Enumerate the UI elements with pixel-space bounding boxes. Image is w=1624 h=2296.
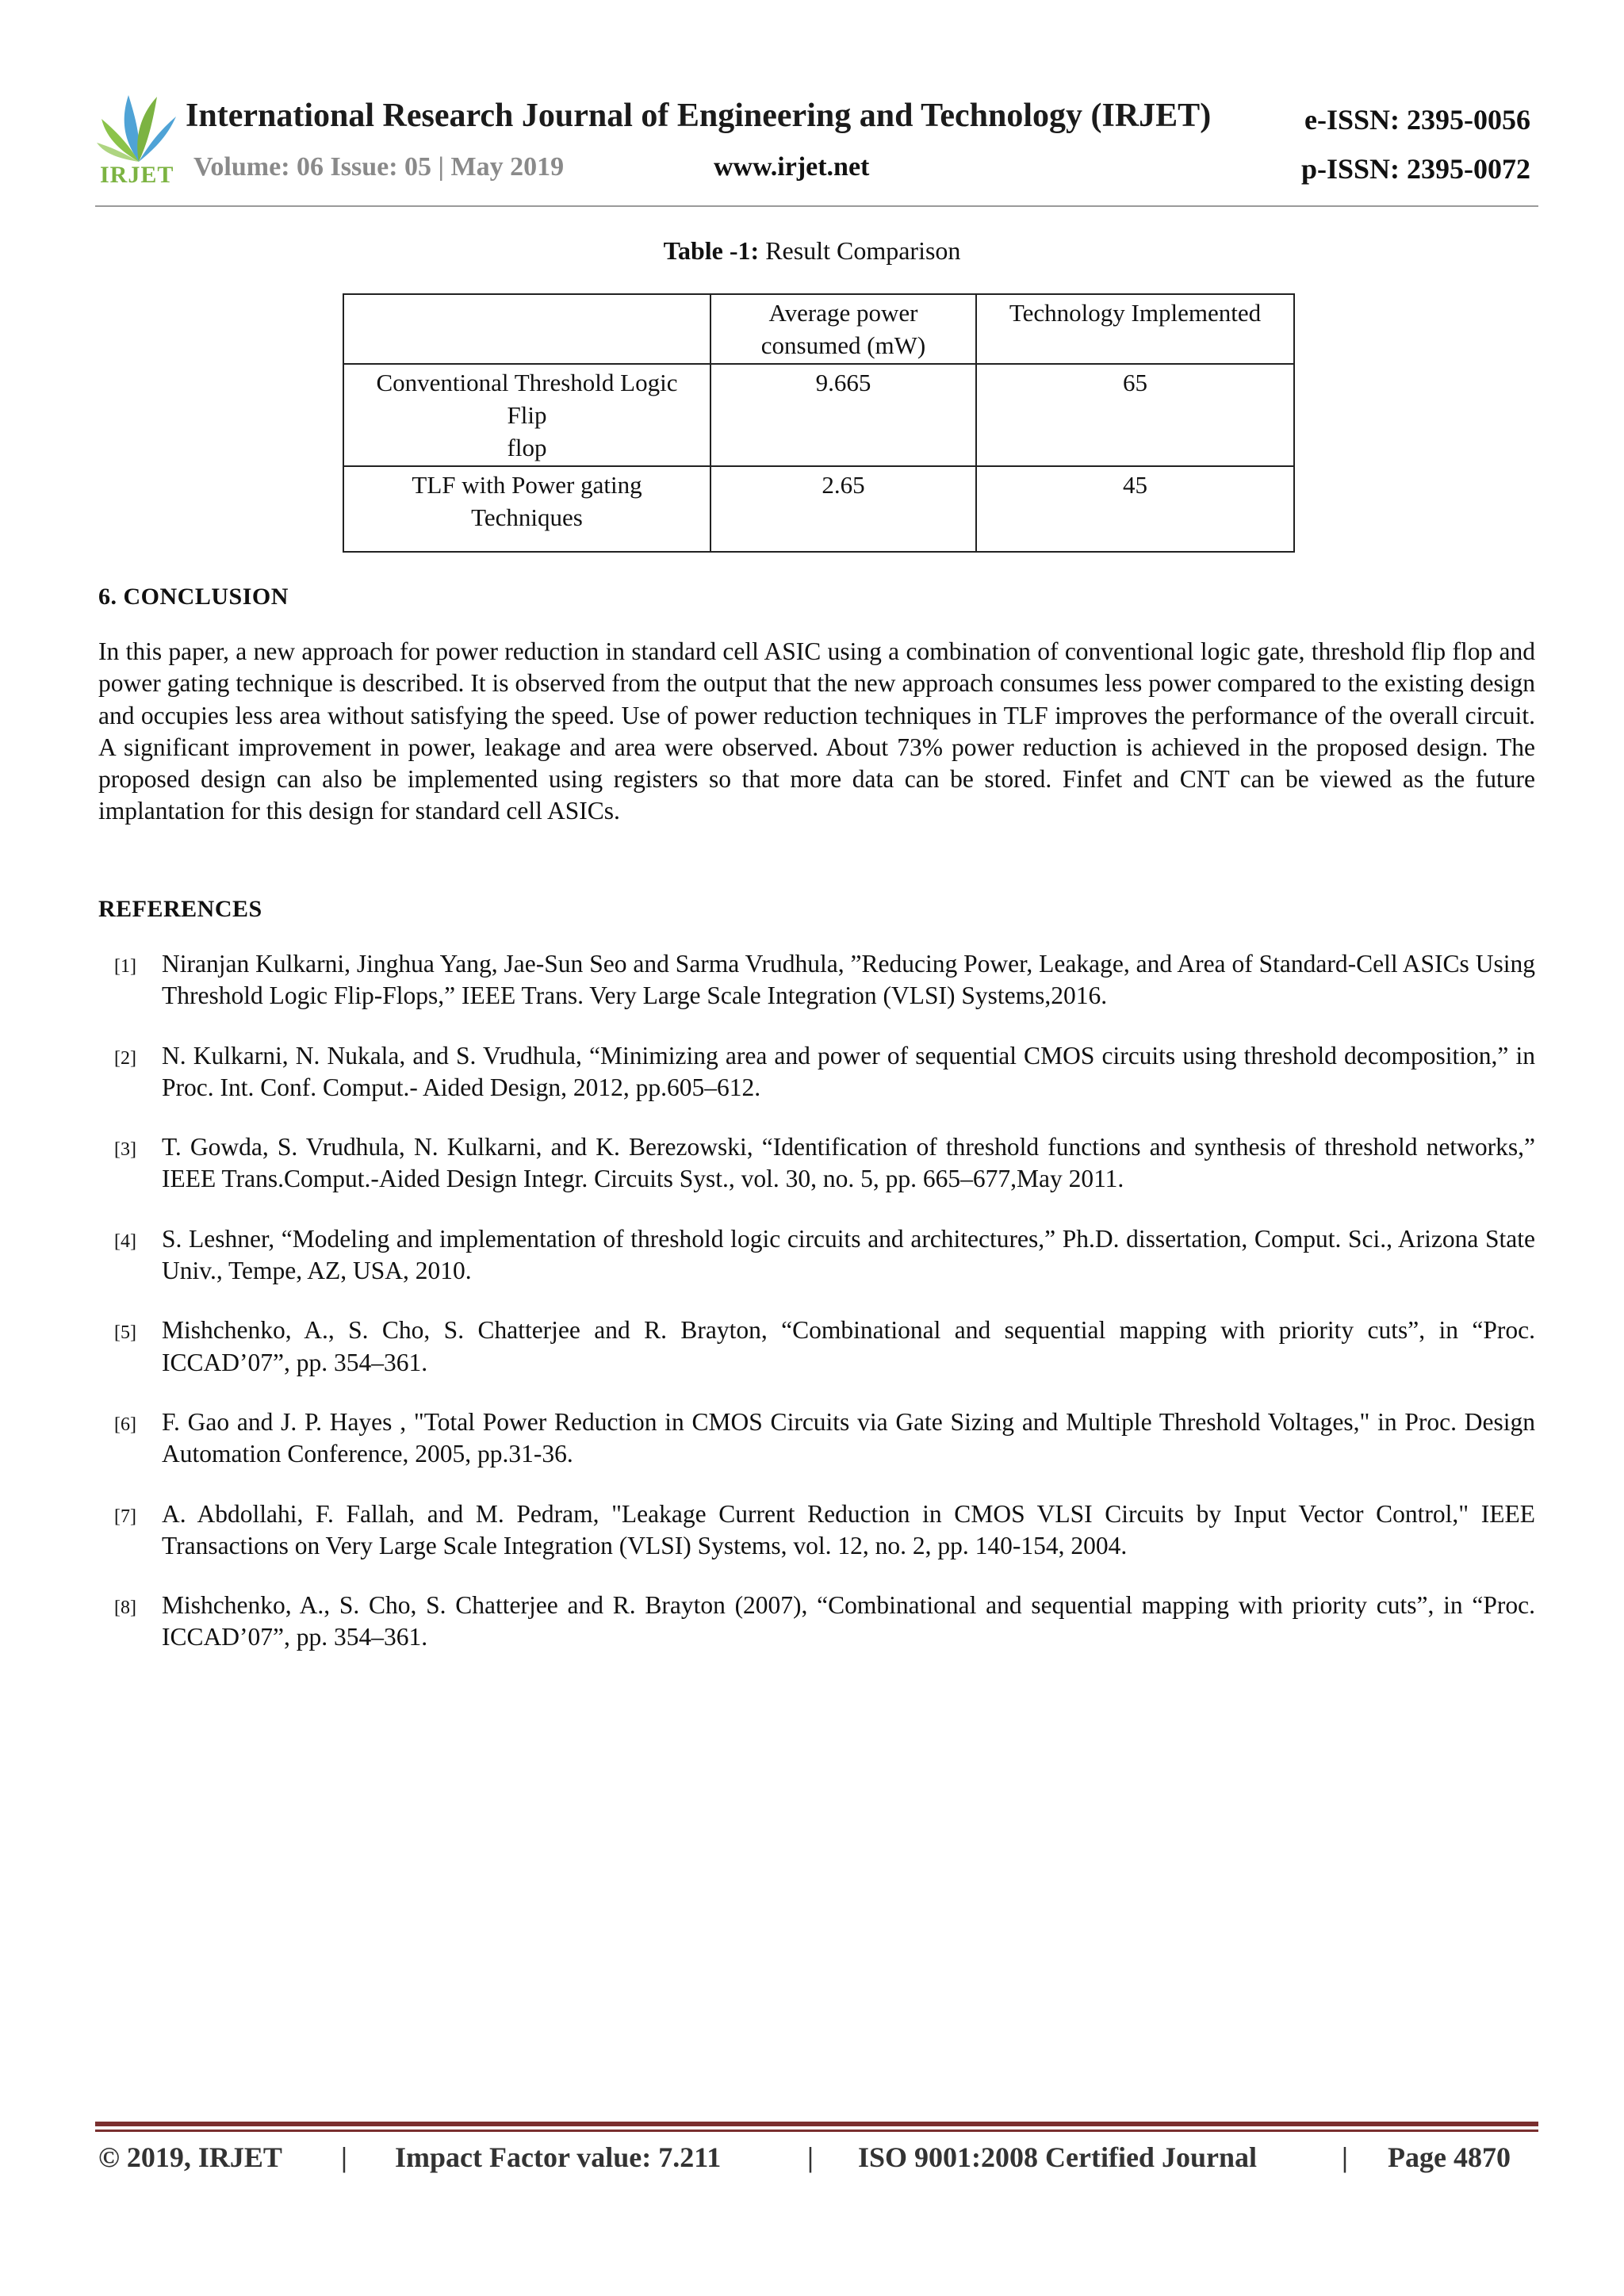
footer-divider-thick <box>95 2122 1538 2126</box>
footer-separator: | <box>341 2141 347 2173</box>
reference-item <box>98 1498 1535 1563</box>
header-divider <box>95 205 1538 207</box>
table-row <box>343 364 1294 466</box>
cell-line: Techniques <box>471 503 583 531</box>
reference-number: [7] <box>114 1506 136 1527</box>
reference-item <box>98 948 1535 1012</box>
table-caption-label: Table -1: <box>663 236 760 265</box>
table-cell-design <box>343 364 710 466</box>
reference-list <box>98 948 1535 1682</box>
reference-item <box>98 1406 1535 1471</box>
reference-text: Niranjan Kulkarni, Jinghua Yang, Jae-Sun Seo and Sarma Vrudhula, ”Reducing Power, Leakage, and Area of Standard-Cell ASICs Using Threshold Logic Flip-Flops,” IEEE Trans. Very Large Scale Integration (VLSI) Systems,2016. <box>162 950 1535 1010</box>
footer-impact-factor: Impact Factor value: 7.211 <box>395 2141 722 2173</box>
table-cell-tech: 65 <box>976 364 1294 466</box>
references-heading: REFERENCES <box>98 896 262 922</box>
reference-item <box>98 1314 1535 1379</box>
journal-title: International Research Journal of Engineering and Technology (IRJET) <box>186 98 1212 134</box>
reference-item <box>98 1223 1535 1288</box>
footer-separator: | <box>807 2141 814 2173</box>
reference-text: F. Gao and J. P. Hayes , "Total Power Reduction in CMOS Circuits via Gate Sizing and Multiple Threshold Voltages," in Proc. Design Automation Conference, 2005, pp.31-36. <box>162 1407 1535 1468</box>
leaf-logo-icon <box>95 89 182 168</box>
footer-separator: | <box>1342 2141 1348 2173</box>
volume-issue: Volume: 06 Issue: 05 | May 2019 <box>193 152 565 182</box>
reference-text: A. Abdollahi, F. Fallah, and M. Pedram, "Leakage Current Reduction in CMOS VLSI Circuits by Input Vector Control," IEEE Transactions on Very Large Scale Integration (VLSI) Systems, vol. 12, no. 2, pp. 140-154, 2004. <box>162 1499 1535 1559</box>
table-cell-design <box>343 466 710 552</box>
reference-text: S. Leshner, “Modeling and implementation of threshold logic circuits and architectures,” Ph.D. dissertation, Comput. Sci., Arizona State Univ., Tempe, AZ, USA, 2010. <box>162 1224 1535 1285</box>
result-comparison-table <box>343 293 1295 553</box>
logo-text: IRJET <box>100 162 174 188</box>
footer-page-number: Page 4870 <box>1388 2141 1511 2173</box>
table-header-cell <box>343 294 710 364</box>
reference-number: [6] <box>114 1414 136 1435</box>
reference-item <box>98 1131 1535 1196</box>
website-link[interactable]: www.irjet.net <box>714 152 870 182</box>
table-caption <box>0 236 1624 266</box>
conclusion-paragraph: In this paper, a new approach for power reduction in standard cell ASIC using a combination of conventional logic gate, threshold flip flop and power gating technique is described. It is observed from the output that the new approach consumes less power compared to the existing design and occupies less area without satisfying the speed. Use of power reduction techniques in TLF improves the performance of the overall circuit. A significant improvement in power, leakage and area were observed. About 73% power reduction is achieved in the proposed design. The proposed design can also be implemented using registers so that more data can be stored. Finfet and CNT can be viewed as the future implantation for this design for standard cell ASICs. <box>98 637 1535 825</box>
cell-line: Conventional Threshold Logic <box>376 369 678 396</box>
footer-copyright: © 2019, IRJET <box>98 2141 282 2173</box>
page-header <box>95 89 1538 208</box>
reference-number: [3] <box>114 1139 136 1161</box>
table-header-cell: Average power consumed (mW) <box>710 294 976 364</box>
cell-line: Flip <box>507 401 547 429</box>
reference-text: N. Kulkarni, N. Nukala, and S. Vrudhula, “Minimizing area and power of sequential CMOS circuits using threshold decomposition,” in Proc. Int. Conf. Comput.- Aided Design, 2012, pp.605–612. <box>162 1041 1535 1101</box>
footer-divider-thin <box>95 2130 1538 2132</box>
conclusion-heading: 6. CONCLUSION <box>98 584 289 610</box>
table-header-cell: Technology Implemented <box>976 294 1294 364</box>
page-footer <box>98 2141 1535 2180</box>
e-issn: e-ISSN: 2395-0056 <box>1304 104 1530 136</box>
reference-number: [1] <box>114 956 136 977</box>
journal-logo <box>95 89 182 192</box>
table-cell-power: 2.65 <box>710 466 976 552</box>
reference-number: [8] <box>114 1598 136 1619</box>
cell-line: TLF with Power gating <box>412 471 642 499</box>
table-header-row <box>343 294 1294 364</box>
table-caption-text: Result Comparison <box>759 236 961 265</box>
reference-text: Mishchenko, A., S. Cho, S. Chatterjee and R. Brayton, “Combinational and sequential mapping with priority cuts”, in “Proc. ICCAD’07”, pp. 354–361. <box>162 1316 1535 1376</box>
reference-number: [2] <box>114 1047 136 1069</box>
table-row <box>343 466 1294 552</box>
reference-number: [4] <box>114 1230 136 1252</box>
reference-item <box>98 1040 1535 1104</box>
reference-number: [5] <box>114 1322 136 1344</box>
reference-text: Mishchenko, A., S. Cho, S. Chatterjee and R. Brayton (2007), “Combinational and sequential mapping with priority cuts”, in “Proc. ICCAD’07”, pp. 354–361. <box>162 1591 1535 1651</box>
reference-item <box>98 1590 1535 1654</box>
footer-iso: ISO 9001:2008 Certified Journal <box>858 2141 1257 2173</box>
table-cell-power: 9.665 <box>710 364 976 466</box>
p-issn: p-ISSN: 2395-0072 <box>1300 153 1530 185</box>
cell-line: flop <box>507 434 547 461</box>
reference-text: T. Gowda, S. Vrudhula, N. Kulkarni, and K. Berezowski, “Identification of threshold functions and synthesis of threshold networks,” IEEE Trans.Comput.-Aided Design Integr. Circuits Syst., vol. 30, no. 5, pp. 665–677,May 2011. <box>162 1133 1535 1193</box>
table-cell-tech: 45 <box>976 466 1294 552</box>
